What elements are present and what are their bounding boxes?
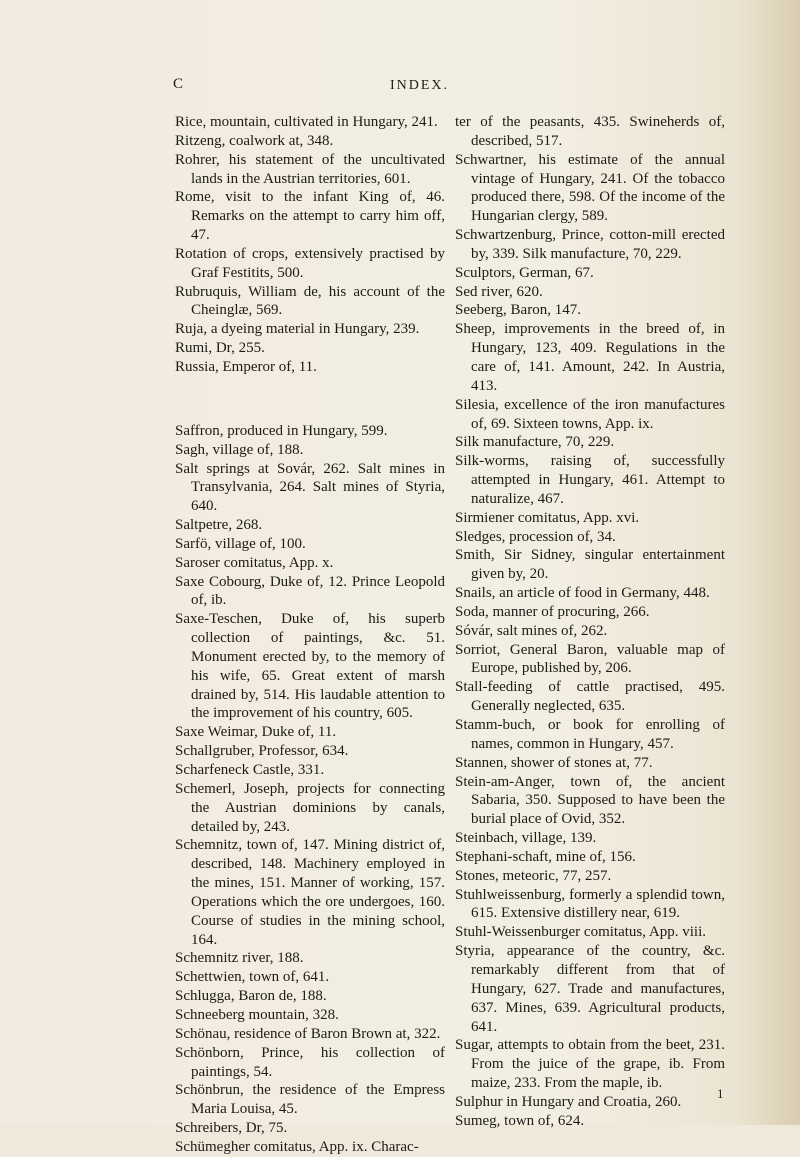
index-entry: Schettwien, town of, 641. [175, 969, 330, 986]
index-entry: Russia, Emperor of, 11. [175, 358, 317, 375]
right-column [455, 113, 725, 1131]
index-entry: Sorriot, General Baron, valuable map of Europe, published by, 206. [455, 641, 725, 677]
index-entry: Schönau, residence of Baron Brown at, 322. [175, 1025, 441, 1042]
index-entry: Schönborn, Prince, his collection of paintings, 54. [175, 1044, 445, 1080]
index-entry: Sarfö, village of, 100. [175, 535, 306, 552]
index-entry: Rohrer, his statement of the uncultivated lands in the Austrian territories, 601. [175, 151, 445, 187]
index-entry: Schwartner, his estimate of the annual vintage of Hungary, 241. Of the tobacco produced there, 598. Of the income of the Hungarian clergy, 589. [455, 151, 725, 225]
index-entry: Rice, mountain, cultivated in Hungary, 241. [175, 114, 438, 130]
index-entry: Sledges, procession of, 34. [455, 528, 616, 545]
index-entry: Smith, Sir Sidney, singular entertainment given by, 20. [455, 547, 725, 583]
index-entry: Snails, an article of food in Germany, 448. [455, 585, 710, 602]
index-entry: Stuhlweissenburg, formerly a splendid town, 615. Extensive distillery near, 619. [455, 886, 725, 922]
index-entry: Silesia, excellence of the iron manufactures of, 69. Sixteen towns, App. ix. [455, 396, 725, 432]
page-header [0, 76, 800, 100]
index-entry: Sugar, attempts to obtain from the beet, 231. From the juice of the grape, ib. From maize, 233. From the maple, ib. [455, 1037, 725, 1092]
section-gap [175, 392, 445, 407]
index-entry: Stephani-schaft, mine of, 156. [455, 848, 636, 865]
index-entry: Scharfeneck Castle, 331. [175, 762, 325, 778]
signature-mark: C [173, 76, 185, 92]
index-entry: ter of the peasants, 435. Swineherds of, described, 517. [455, 114, 725, 149]
index-entry: Stall-feeding of cattle practised, 495. Generally neglected, 635. [455, 679, 725, 715]
index-entry: Stones, meteoric, 77, 257. [455, 867, 612, 884]
index-entry: Saroser comitatus, App. x. [175, 554, 334, 571]
index-entry: Soda, manner of procuring, 266. [455, 603, 650, 620]
index-entry: Schallgruber, Professor, 634. [175, 743, 349, 760]
index-entry: Sumeg, town of, 624. [455, 1112, 585, 1129]
index-entry: Ruja, a dyeing material in Hungary, 239. [175, 321, 420, 338]
index-entry: Sóvár, salt mines of, 262. [455, 622, 608, 639]
index-entry: Seeberg, Baron, 147. [455, 302, 581, 319]
page-title: INDEX. [390, 78, 450, 93]
index-entry: Saltpetre, 268. [175, 517, 263, 534]
index-entry: Saffron, produced in Hungary, 599. [175, 422, 388, 439]
index-entry: Saxe-Teschen, Duke of, his superb collection of paintings, &c. 51. Monument erected by, to the memory of his wife, 65. Great extent of marsh drained by, 514. His laudable attention to the improvement of his country, 605. [175, 611, 445, 722]
index-entry: Salt springs at Sovár, 262. Salt mines in Transylvania, 264. Salt mines of Styria, 640. [175, 460, 445, 515]
index-entry: Styria, appearance of the country, &c. remarkably different from that of Hungary, 627. Trade and manufactures, 637. Mines, 639. Agricultural products, 641. [455, 943, 725, 1035]
index-entry: Silk-worms, raising of, successfully attempted in Hungary, 461. Attempt to naturalize, 467. [455, 453, 725, 507]
index-entry: Stein-am-Anger, town of, the ancient Sabaria, 350. Supposed to have been the burial place of Ovid, 352. [455, 773, 725, 828]
index-entry: Steinbach, village, 139. [455, 830, 597, 847]
index-entry: Saxe Weimar, Duke of, 11. [175, 724, 337, 741]
index-entry: Stamm-buch, or book for enrolling of names, common in Hungary, 457. [455, 717, 725, 752]
index-entry: Schwartzenburg, Prince, cotton-mill erected by, 339. Silk manufacture, 70, 229. [455, 227, 725, 262]
index-entry: Rome, visit to the infant King of, 46. Remarks on the attempt to carry him off, 47. [175, 189, 445, 244]
index-entry: Ritzeng, coalwork at, 348. [175, 132, 334, 149]
index-entry: Sed river, 620. [455, 283, 543, 300]
index-entry: Stannen, shower of stones at, 77. [455, 754, 653, 771]
index-entry: Rotation of crops, extensively practised by Graf Festitits, 500. [175, 245, 445, 281]
index-entry: Sirmiener comitatus, App. xvi. [455, 509, 640, 526]
index-entry: Schneeberg mountain, 328. [175, 1006, 339, 1023]
index-entry: Schemnitz river, 188. [175, 950, 304, 967]
index-entry: Schönbrun, the residence of the Empress Maria Louisa, 45. [175, 1082, 445, 1118]
index-entry: Sheep, improvements in the breed of, in Hungary, 123, 409. Regulations in the care of, 141. Amount, 242. In Austria, 413. [455, 321, 725, 394]
index-entry: Saxe Cobourg, Duke of, 12. Prince Leopold of, ib. [175, 573, 445, 609]
index-entry: Sculptors, German, 67. [455, 264, 594, 281]
index-entry: Schemerl, Joseph, projects for connecting the Austrian dominions by canals, detailed by, 243. [175, 780, 445, 835]
index-entry: Schlugga, Baron de, 188. [175, 988, 327, 1005]
left-column [175, 113, 445, 1157]
index-entry: Schemnitz, town of, 147. Mining district of, described, 148. Machinery employed in the mines, 151. Manner of working, 157. Operations which the ore undergoes, 160. Course of studies in the mining school, 164. [175, 837, 445, 948]
index-entry: Schümegher comitatus, App. ix. Charac- [175, 1138, 419, 1155]
index-entry: Sagh, village of, 188. [175, 441, 304, 458]
index-entry: Silk manufacture, 70, 229. [455, 434, 615, 451]
index-entry: Rumi, Dr, 255. [175, 340, 265, 357]
index-entry: Sulphur in Hungary and Croatia, 260. [455, 1093, 682, 1110]
footer-catchword: 1 [717, 1086, 724, 1101]
index-entry: Rubruquis, William de, his account of the Cheinglæ, 569. [175, 283, 445, 319]
index-entry: Stuhl-Weissenburger comitatus, App. viii. [455, 924, 706, 941]
index-entry: Schreibers, Dr, 75. [175, 1120, 288, 1137]
